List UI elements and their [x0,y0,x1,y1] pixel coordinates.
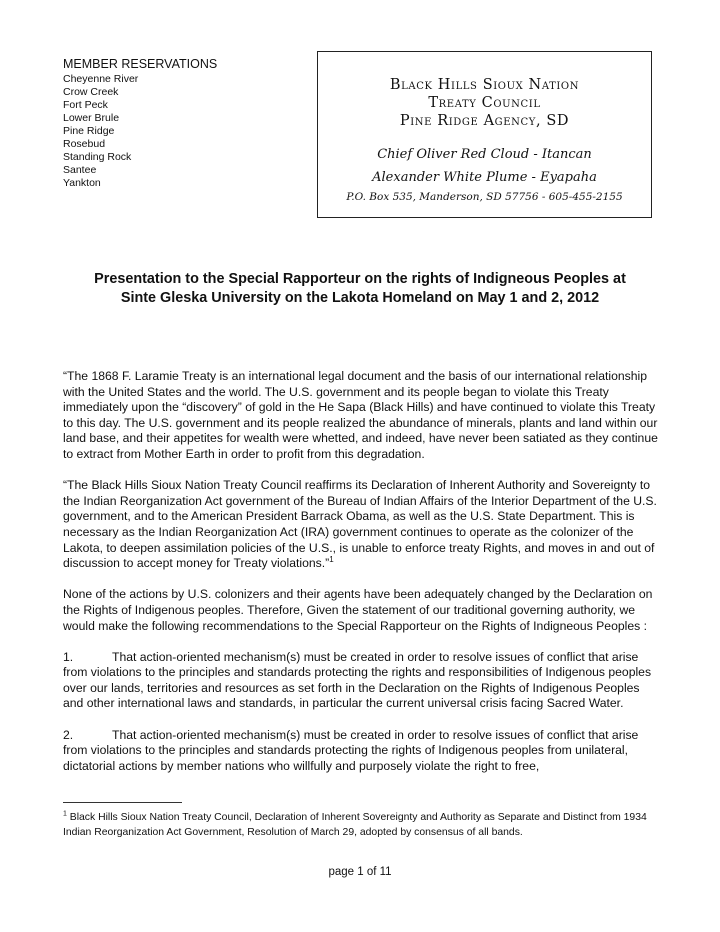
footnote-divider [63,802,182,803]
recommendation-text: That action-oriented mechanism(s) must be created in order to resolve issues of conflict that arise from violations to the principles and standards protecting the rights of Indigenous peoples from unilateral, dictatorial actions by member nations who willfully and purposely violate the right to free, [63,727,639,773]
recommendation-2 [63,728,658,775]
title-line-2: Sinte Gleska University on the Lakota Homeland on May 1 and 2, 2012 [120,290,600,306]
footnote-text: Black Hills Sioux Nation Treaty Council, Declaration of Inherent Sovereignty and Authority as Separate and Distinct from 1934 Indian Reorganization Act Government, Resolution of March 29, adopted by consensus of all bands. [63,812,647,839]
member-reservations [63,57,293,190]
reservation-item: Yankton [63,177,101,189]
title-line-1: Presentation to the Special Rapporteur on the rights of Indigneous Peoples at [94,271,626,287]
member-reservations-heading: MEMBER RESERVATIONS [63,57,218,71]
paragraph-1: “The 1868 F. Laramie Treaty is an international legal document and the basis of our international relationship with the United States and the world. The U.S. government and its people began to violate this Treaty immediately upon the “discovery” of gold in the He Sapa (Black Hills) and have continued to violate this Treaty to this day. The U.S. government and its people realized the abundance of minerals, plants and land within our land base, and their appetites for wealth were whetted, and indeed, have never been satiated as they continue to extract from Mother Earth in order to profit from this degradation. [63,369,658,461]
reservation-item: Pine Ridge [63,125,115,137]
footnote [63,810,658,841]
org-name: Black Hills Sioux Nation [389,77,580,93]
footnote-marker: 1 [63,810,67,818]
document-body [63,369,658,790]
recommendation-number: 1. [63,649,74,664]
footnote-ref: 1 [329,555,334,565]
reservation-item: Cheyenne River [63,73,139,85]
document-title [60,270,660,308]
recommendation-text: That action-oriented mechanism(s) must be created in order to resolve issues of conflict that arise from violations to the principles and standards protecting the rights and responsibilities of Indigenous peoples over our lands, territories and resources as set forth in the Declaration on the Rights of Indigenous Peoples and other international laws and standards, in particular the current universal crisis facing Sacred Water. [63,649,652,711]
org-agency: Pine Ridge Agency, SD [399,113,570,129]
page-number: page 1 of 11 [328,866,392,878]
reservation-item: Santee [63,164,97,176]
chief-line: Chief Oliver Red Cloud - Itancan [377,147,592,162]
paragraph-2-text: “The Black Hills Sioux Nation Treaty Council reaffirms its Declaration of Inherent Authority and Sovereignty to the Indian Reorganization Act government of the Bureau of Indian Affairs of the Interior Department of the U.S. government, and to the American President Barrack Obama, as well as the U.S. State Department. This is necessary as the Indian Reorganization Act (IRA) government continues to operate as the colonizer of the Lakota, to deepen assimilation policies of the U.S., is unable to enforce treaty Rights, and moves in and out of discussion to accept money for Treaty violations.” [63,478,657,571]
eyapaha-line: Alexander White Plume - Eyapaha [372,170,597,185]
reservation-item: Standing Rock [63,151,132,163]
org-council: Treaty Council [428,95,541,111]
reservation-item: Rosebud [63,138,106,150]
paragraph-3: None of the actions by U.S. colonizers and their agents have been adequately changed by the Declaration on the Rights of Indigenous peoples. Therefore, Given the statement of our traditional governing authority, we would make the following recommendations to the Special Rapporteur on the Rights of Indigneous Peoples : [63,587,653,633]
recommendation-1 [63,650,658,712]
reservation-item: Lower Brule [63,112,120,124]
reservation-item: Crow Creek [63,86,119,98]
letterhead-box [317,51,652,218]
recommendation-number: 2. [63,727,74,742]
org-address: P.O. Box 535, Manderson, SD 57756 - 605-455-2155 [346,191,623,203]
paragraph-2 [63,478,658,572]
reservation-item: Fort Peck [63,99,108,111]
